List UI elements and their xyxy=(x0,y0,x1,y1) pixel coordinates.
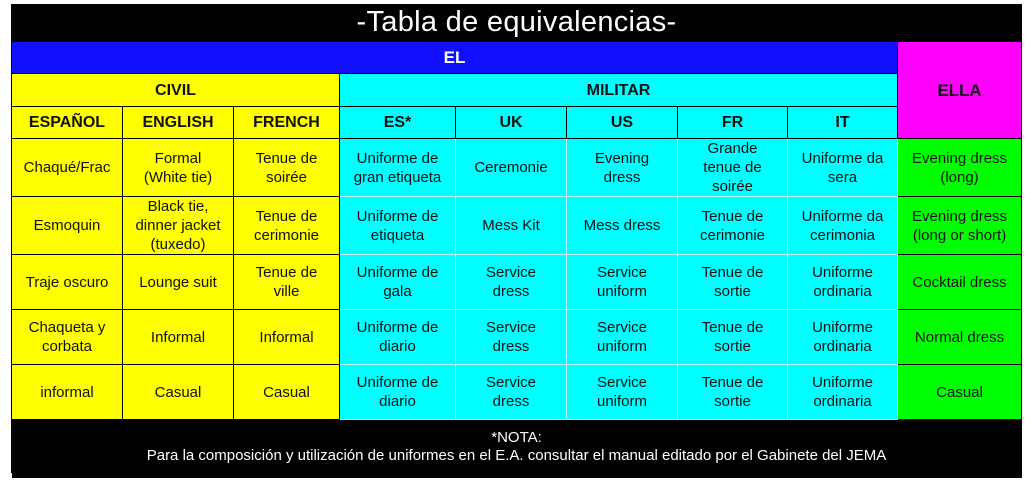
table-row xyxy=(12,139,1022,197)
column-header: ES* xyxy=(340,107,456,139)
table-cell: Traje oscuro xyxy=(12,255,123,310)
column-header: US xyxy=(567,107,678,139)
table-cell: Service uniform xyxy=(567,310,678,365)
table-cell: Service dress xyxy=(456,255,567,310)
table-cell: Lounge suit xyxy=(123,255,234,310)
table-cell: Informal xyxy=(234,310,340,365)
table-cell: Esmoquin xyxy=(12,197,123,255)
table-cell: Ceremonie xyxy=(456,139,567,197)
table-cell: Tenue de sortie xyxy=(678,310,788,365)
table-cell: Informal xyxy=(123,310,234,365)
column-header: ESPAÑOL xyxy=(12,107,123,139)
table-cell: Chaqueta y corbata xyxy=(12,310,123,365)
table-cell: Normal dress xyxy=(898,310,1022,365)
table-row xyxy=(12,197,1022,255)
column-header: FR xyxy=(678,107,788,139)
table-cell: Chaqué/Frac xyxy=(12,139,123,197)
table-cell: Uniforme de gran etiqueta xyxy=(340,139,456,197)
table-cell: Uniforme de etiqueta xyxy=(340,197,456,255)
group-header-ella: ELLA xyxy=(898,42,1022,139)
table-cell: Evening dress (long or short) xyxy=(898,197,1022,255)
table-cell: Casual xyxy=(898,365,1022,420)
table-cell: Casual xyxy=(234,365,340,420)
table-cell: Uniforme da cerimonia xyxy=(788,197,898,255)
equivalence-table xyxy=(11,4,1022,478)
table-title: -Tabla de equivalencias- xyxy=(12,4,1022,42)
table-cell: informal xyxy=(12,365,123,420)
table-cell: Evening dress xyxy=(567,139,678,197)
table-cell: Service uniform xyxy=(567,365,678,420)
table-cell: Grande tenue de soirée xyxy=(678,139,788,197)
table-cell: Uniforme ordinaria xyxy=(788,310,898,365)
table-cell: Black tie, dinner jacket (tuxedo) xyxy=(123,197,234,255)
group-header-militar: MILITAR xyxy=(340,74,898,107)
table-cell: Service dress xyxy=(456,310,567,365)
table-cell: Casual xyxy=(123,365,234,420)
table-row xyxy=(12,310,1022,365)
table-cell: Service uniform xyxy=(567,255,678,310)
table-cell: Tenue de soirée xyxy=(234,139,340,197)
table-cell: Cocktail dress xyxy=(898,255,1022,310)
table-cell: Uniforme de diario xyxy=(340,365,456,420)
table-cell: Mess dress xyxy=(567,197,678,255)
table-cell: Service dress xyxy=(456,365,567,420)
column-header: FRENCH xyxy=(234,107,340,139)
table-cell: Tenue de sortie xyxy=(678,365,788,420)
table-cell: Uniforme de diario xyxy=(340,310,456,365)
table-cell: Uniforme ordinaria xyxy=(788,365,898,420)
table-cell: Uniforme da sera xyxy=(788,139,898,197)
table-cell: Formal (White tie) xyxy=(123,139,234,197)
equivalence-table-panel xyxy=(11,4,1021,473)
table-cell: Uniforme ordinaria xyxy=(788,255,898,310)
note-label: *NOTA: xyxy=(491,429,542,446)
table-cell: Mess Kit xyxy=(456,197,567,255)
column-header: IT xyxy=(788,107,898,139)
table-cell: Uniforme de gala xyxy=(340,255,456,310)
group-header-civil: CIVIL xyxy=(12,74,340,107)
group-header-el: EL xyxy=(12,42,898,74)
table-cell: Tenue de sortie xyxy=(678,255,788,310)
column-header: UK xyxy=(456,107,567,139)
table-cell: Tenue de cerimonie xyxy=(678,197,788,255)
table-row xyxy=(12,255,1022,310)
table-row xyxy=(12,365,1022,420)
table-cell: Tenue de cerimonie xyxy=(234,197,340,255)
table-cell: Evening dress (long) xyxy=(898,139,1022,197)
note-text: Para la composición y utilización de uniformes en el E.A. consultar el manual editado por el Gabinete del JEMA xyxy=(146,447,887,464)
table-cell: Tenue de ville xyxy=(234,255,340,310)
note-footer xyxy=(12,420,1022,479)
column-header: ENGLISH xyxy=(123,107,234,139)
